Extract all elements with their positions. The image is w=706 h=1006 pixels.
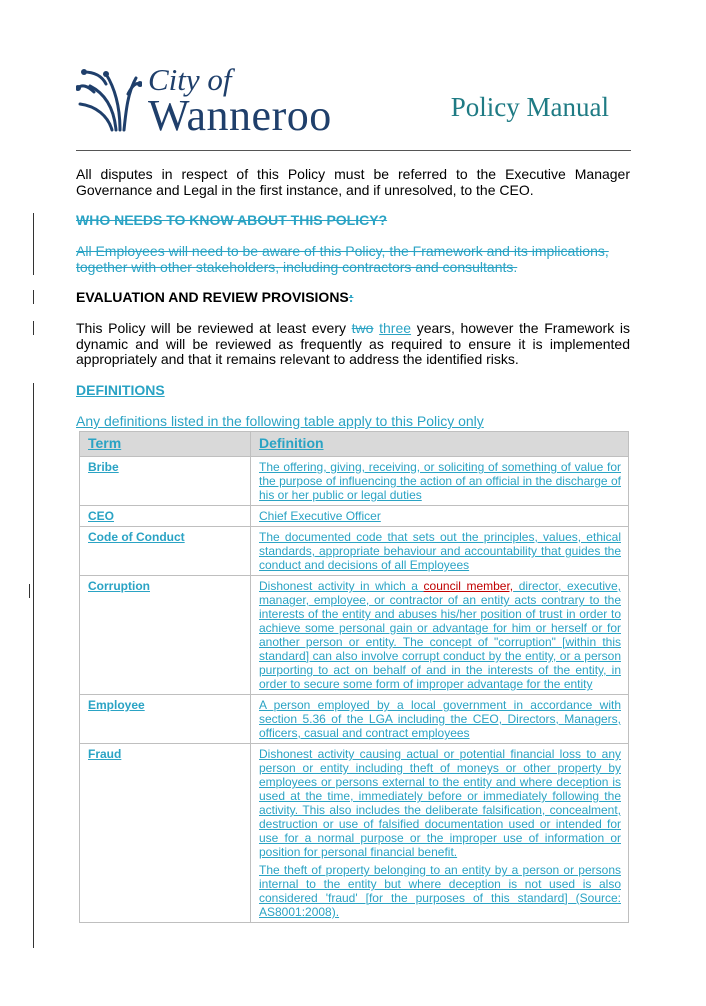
revision-bar [33,290,34,304]
table-row [80,576,629,695]
definition-text: director, executive, manager, employee, or contractor of an entity acts contrary to the interests of the entity and abuses his/her position of trust in order to achieve some personal gain or advantage for him or herself or for another person or entity. The concept of "corruption" [within this standard] can also involve corrupt conduct by the entity, or a person purporting to act on behalf of and in the interests of the entity, in order to secure some form of improper advantage for the entity [259,579,621,691]
review-text-start: This Policy will be reviewed at least every [76,320,352,336]
logo-text-city-of: City of [148,62,232,97]
who-needs-to-know-heading: WHO NEEDS TO KNOW ABOUT THIS POLICY? [76,212,388,228]
definition-cell [251,457,629,506]
term-cell: CEO [80,506,251,527]
deleted-word: two [351,320,374,336]
logo-text-wanneroo: Wanneroo [148,91,332,140]
definition-cell [251,527,629,576]
evaluation-heading [76,290,630,306]
inserted-word: three [379,320,412,336]
revision-bar [29,584,30,598]
revision-bar [33,383,34,948]
city-of-wanneroo-logo-icon [76,64,142,132]
term-cell: Code of Conduct [80,527,251,576]
header-divider [76,150,631,151]
revision-bar [33,321,34,335]
who-needs-to-know-paragraph: All Employees will need to be aware of this Policy, the Framework and its implications, together with other stakeholders, including contractors and consultants. [76,243,609,275]
term-cell: Bribe [80,457,251,506]
definitions-intro: Any definitions listed in the following table apply to this Policy only [76,413,484,429]
term-cell: Corruption [80,576,251,695]
definition-text: Chief Executive Officer [259,509,381,523]
column-header-term: Term [80,432,251,457]
table-row [80,744,629,923]
page-header [76,62,631,140]
definition-cell [251,576,629,695]
definition-text: The documented code that sets out the principles, values, ethical standards, appropriate behaviour and accountability that guides the conduct and decisions of all Employees [259,530,621,572]
revision-bar [33,213,34,275]
definitions-heading: DEFINITIONS [76,382,165,398]
table-header-row [80,432,629,457]
table-row [80,457,629,506]
table-row [80,527,629,576]
definition-cell [251,506,629,527]
definition-cell [251,744,629,923]
column-header-definition: Definition [251,432,629,457]
term-cell: Employee [80,695,251,744]
inserted-red-text: council member, [423,579,514,593]
evaluation-heading-text: EVALUATION AND REVIEW PROVISIONS [76,289,349,305]
definition-text: A person employed by a local government in accordance with section 5.36 of the LGA including the CEO, Directors, Managers, officers, casual and contract employees [259,698,621,740]
review-text-end: years, however the Framework is dynamic and will be reviewed as frequently as required to ensure it is implemented appropriately and that it remains relevant to address the identified risks. [76,320,630,367]
definition-text: The offering, giving, receiving, or soliciting of something of value for the purpose of influencing the action of an official in the discharge of his or her public or legal duties [259,460,621,502]
definition-cell [251,695,629,744]
review-paragraph [76,321,630,368]
table-row [80,506,629,527]
deleted-colon: : [348,289,354,305]
document-title: Policy Manual [450,92,609,122]
definitions-table [79,431,629,923]
term-cell: Fraud [80,744,251,923]
table-row [80,695,629,744]
definition-text: Dishonest activity causing actual or potential financial loss to any person or entity including theft of moneys or other property by employees or persons external to the entity and where deception is used at the time, immediately before or immediately following the activity. This also includes the deliberate falsification, concealment, destruction or use of falsified documentation used or intended for use for a normal purpose or the improper use of information or position for personal financial benefit. [259,747,621,859]
definition-text: The theft of property belonging to an entity by a person or persons internal to the entity but where deception is not used is also considered 'fraud' [for the purposes of this standard] (Source: AS8001:2008). [259,863,621,919]
definition-text: Dishonest activity in which a [259,579,424,593]
disputes-paragraph: All disputes in respect of this Policy must be referred to the Executive Manager Governance and Legal in the first instance, and if unresolved, to the CEO. [76,166,630,198]
